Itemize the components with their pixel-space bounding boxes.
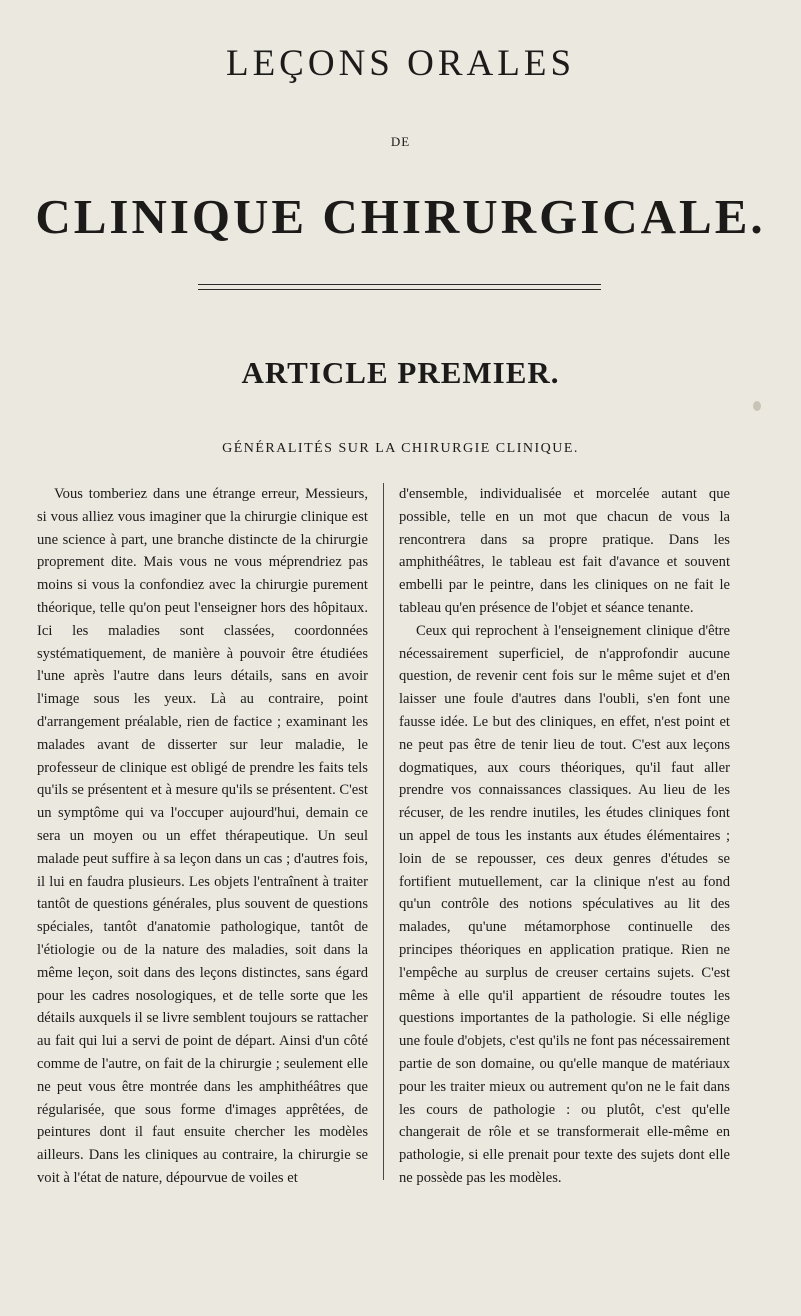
right-paragraph-2: Ceux qui reprochent à l'enseignement clinique d'être nécessairement superficiel, de n'approfondir aucune question, de revenir cent fois sur le même sujet et d'en laisser une foule d'autres dans l'oubli, s'en font une fausse idée. Le but des cliniques, en effet, n'est point et ne peut pas être de tenir lieu de tout. C'est aux leçons dogmatiques, aux cours théoriques, qu'il faut aller prendre vos connaissances classiques. Au lieu de les récuser, de les rendre inutiles, les études cliniques font un appel de tous les instants aux études élémentaires ; loin de se repousser, ces deux genres d'études se fortifient mutuellement, car la clinique n'est au fond qu'un contrôle des notions spéculatives au lit des malades, qu'une métamorphose continuelle des principes théoriques en application pratique. Rien ne l'empêche au surplus de creuser certains sujets. C'est même à elle qu'il appartient de résoudre toutes les questions importantes de la pathologie. Si elle néglige une foule d'objets, c'est qu'ils ne font pas nécessairement partie de son domaine, ou qu'elle manque de matériaux pour les traiter mieux ou autrement qu'on ne le fait dans les cours de pathologie : ou plutôt, c'est qu'elle changerait de rôle et se transformerait elle-même en pathologie, si elle prenait pour texte des sujets dont elle ne possède pas les modèles.	[399, 622, 730, 1186]
right-paragraph-1: d'ensemble, individualisée et morcelée autant que possible, telle en un mot que chacun de vous la rencontrera dans sa propre pratique. Dans les amphithéâtres, le tableau est fait d'avance et souvent embelli par le peintre, dans les cliniques on ne fait le tableau qu'en présence de l'objet et séance tenante.	[399, 486, 730, 616]
section-title: GÉNÉRALITÉS SUR LA CHIRURGIE CLINIQUE.	[222, 441, 579, 456]
double-rule-divider	[198, 284, 601, 290]
article-heading: ARTICLE PREMIER.	[241, 355, 560, 390]
ink-blot	[753, 401, 761, 411]
left-paragraph-1: Vous tomberiez dans une étrange erreur, Messieurs, si vous alliez vous imaginer que la chirurgie clinique est une science à part, une branche distincte de la chirurgie proprement dite. Mais vous ne vous méprendriez pas moins si vous la confondiez avec la chirurgie purement théorique, telle qu'on peut l'enseigner hors des hôpitaux. Ici les maladies sont classées, coordonnées systématiquement, de manière à pouvoir être étudiées l'une après l'autre dans leurs détails, sans en avoir l'image sous les yeux. Là au contraire, point d'arrangement préalable, rien de factice ; examinant les malades avant de disserter sur leur maladie, le professeur de clinique est obligé de prendre les faits tels qu'ils se présentent et à mesure qu'ils se présentent. C'est un symptôme qui va l'occuper aujourd'hui, demain ce sera un moyen ou un effet thérapeutique. Un seul malade peut suffire à sa leçon dans un cas ; d'autres fois, il lui en faudra plusieurs. Les objets l'entraînent à traiter tantôt de questions générales, plus souvent de questions spéciales, tantôt d'anatomie pathologique, tantôt de l'étiologie ou de la nature des maladies, soit dans la même leçon, soit dans des leçons distinctes, sans égard pour les cadres nosologiques, et de telle sorte que les détails auxquels il se livre semblent toujours se rattacher au fait qui lui a servi de point de départ. Ainsi d'un côté comme de l'autre, on fait de la chirurgie ; seulement elle ne peut vous être montrée dans les amphithéâtres que régularisée, que sous forme d'images apprêtées, de peintures dont il faut ensuite chercher les modèles ailleurs. Dans les cliniques au contraire, la chirurgie se voit à l'état de nature, dépourvue de voiles et	[37, 486, 368, 1186]
left-column	[37, 483, 368, 1190]
title-lecons-orales: LEÇONS ORALES	[225, 43, 576, 84]
right-column	[399, 483, 730, 1190]
column-divider	[383, 483, 384, 1180]
title-clinique-chirurgicale: CLINIQUE CHIRURGICALE.	[35, 189, 766, 244]
title-de: DE	[390, 134, 411, 149]
